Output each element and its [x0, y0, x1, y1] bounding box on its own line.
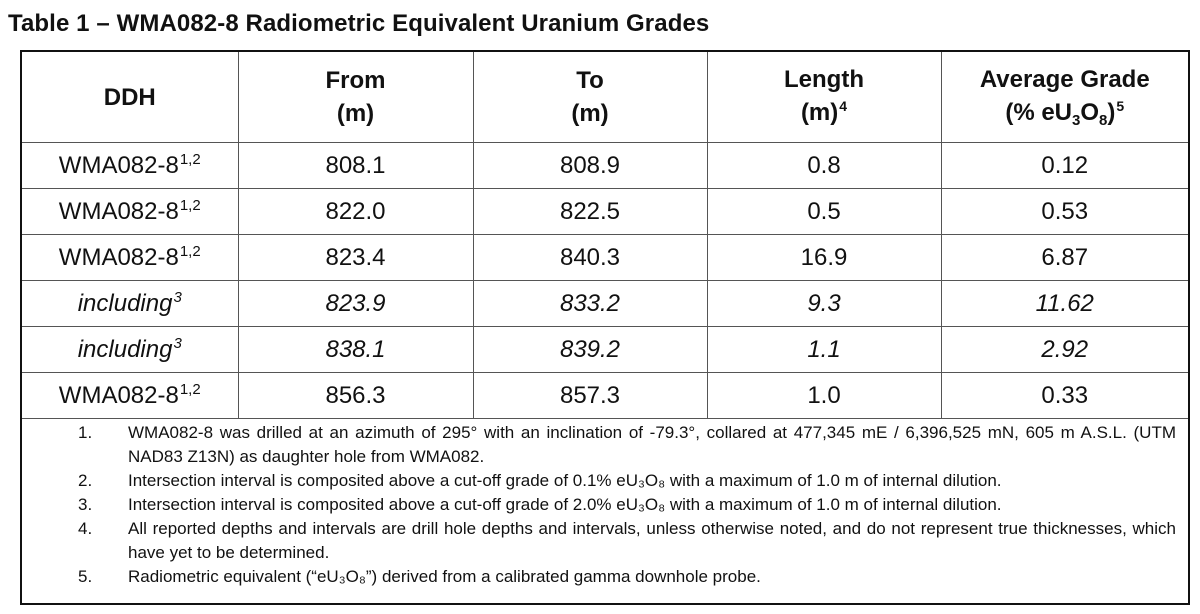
- footnote-item: [22, 469, 1188, 493]
- header-grade-line1: Average Grade: [979, 65, 1150, 93]
- ddh-value: WMA082-8: [58, 197, 179, 225]
- ddh-value: including: [77, 289, 173, 317]
- ddh-footnote: 1,2: [179, 242, 201, 260]
- cell-length: 1.0: [707, 373, 941, 419]
- cell-to: 839.2: [473, 327, 707, 373]
- header-length: [707, 52, 941, 143]
- ddh-value: WMA082-8: [58, 381, 179, 409]
- table-row: [22, 373, 1188, 419]
- cell-from: 822.0: [238, 189, 473, 235]
- cell-length: 0.8: [707, 143, 941, 189]
- header-grade: [941, 52, 1188, 143]
- header-to-line2: (m): [571, 100, 609, 127]
- cell-length: 0.5: [707, 189, 941, 235]
- cell-ddh: [22, 189, 238, 235]
- header-grade-o: O: [1080, 98, 1100, 126]
- table-title: Table 1 – WMA082-8 Radiometric Equivalent Uranium Grades: [8, 10, 710, 37]
- cell-from: 823.9: [238, 281, 473, 327]
- cell-from: 856.3: [238, 373, 473, 419]
- footnote-number: 2.: [78, 471, 93, 490]
- table-row-including: [22, 281, 1188, 327]
- cell-grade: 0.53: [941, 189, 1188, 235]
- footnote-item: [22, 493, 1188, 517]
- cell-grade: 2.92: [941, 327, 1188, 373]
- cell-length: 16.9: [707, 235, 941, 281]
- ddh-footnote: 1,2: [179, 380, 201, 398]
- header-to-line1: To: [576, 67, 604, 94]
- header-from: [238, 52, 473, 143]
- cell-to: 833.2: [473, 281, 707, 327]
- ddh-value: WMA082-8: [58, 243, 179, 271]
- cell-grade: 11.62: [941, 281, 1188, 327]
- cell-to: 808.9: [473, 143, 707, 189]
- cell-ddh: [22, 143, 238, 189]
- header-ddh-label: DDH: [103, 83, 156, 111]
- header-grade-sub8: 8: [1099, 111, 1108, 129]
- cell-ddh: [22, 327, 238, 373]
- cell-ddh: [22, 235, 238, 281]
- table-row: [22, 189, 1188, 235]
- footnote-text: Radiometric equivalent (“eU₃O₈”) derived from a calibrated gamma downhole probe.: [128, 567, 761, 586]
- header-grade-sub3: 3: [1072, 111, 1081, 129]
- cell-grade: 0.12: [941, 143, 1188, 189]
- header-grade-unit-a: (% eU: [1005, 98, 1073, 126]
- notes-row: [22, 419, 1188, 590]
- cell-from: 823.4: [238, 235, 473, 281]
- footnotes: [22, 419, 1188, 590]
- uranium-grades-table: [20, 50, 1190, 605]
- footnote-number: 4.: [78, 519, 93, 538]
- footnote-text: WMA082-8 was drilled at an azimuth of 295° with an inclination of -79.3°, collared at 477,345 mE / 6,396,525 mN, 605 m A.S.L. (UTM NAD83 Z13N) as daughter hole from WMA082.: [128, 423, 1176, 466]
- ddh-footnote: 1,2: [179, 150, 201, 168]
- cell-grade: 6.87: [941, 235, 1188, 281]
- ddh-value: including: [77, 335, 173, 363]
- table-row-including: [22, 327, 1188, 373]
- header-grade-close: ): [1107, 98, 1116, 126]
- header-grade-line2: [942, 96, 1189, 132]
- ddh-footnote: 3: [173, 288, 182, 306]
- table-row: [22, 143, 1188, 189]
- header-grade-footnote: 5: [1116, 97, 1125, 114]
- cell-from: 838.1: [238, 327, 473, 373]
- footnote-number: 3.: [78, 495, 93, 514]
- cell-to: 857.3: [473, 373, 707, 419]
- footnote-text: Intersection interval is composited above a cut-off grade of 2.0% eU₃O₈ with a maximum of 1.0 m of internal dilution.: [128, 495, 1002, 514]
- footnote-text: Intersection interval is composited above a cut-off grade of 0.1% eU₃O₈ with a maximum of 1.0 m of internal dilution.: [128, 471, 1002, 490]
- ddh-value: WMA082-8: [58, 151, 179, 179]
- grades-table: [22, 52, 1188, 589]
- cell-to: 840.3: [473, 235, 707, 281]
- header-row: [22, 52, 1188, 143]
- footnote-number: 1.: [78, 423, 93, 442]
- footnote-item: [22, 421, 1188, 469]
- footnote-item: [22, 517, 1188, 565]
- ddh-footnote: 1,2: [179, 196, 201, 214]
- header-length-line1: Length: [784, 65, 864, 93]
- cell-length: 9.3: [707, 281, 941, 327]
- header-ddh: [22, 52, 238, 143]
- footnote-text: All reported depths and intervals are drill hole depths and intervals, unless otherwise noted, and do not represent true thicknesses, which have yet to be determined.: [128, 519, 1176, 562]
- footnote-item: [22, 565, 1188, 589]
- cell-ddh: [22, 373, 238, 419]
- cell-grade: 0.33: [941, 373, 1188, 419]
- header-to: [473, 52, 707, 143]
- ddh-footnote: 3: [173, 334, 182, 352]
- cell-from: 808.1: [238, 143, 473, 189]
- header-length-footnote: 4: [839, 97, 848, 114]
- header-length-line2: [708, 96, 941, 132]
- cell-to: 822.5: [473, 189, 707, 235]
- cell-length: 1.1: [707, 327, 941, 373]
- header-from-line1: From: [325, 67, 386, 94]
- footnote-number: 5.: [78, 567, 93, 586]
- header-from-line2: (m): [336, 100, 375, 127]
- cell-ddh: [22, 281, 238, 327]
- table-row: [22, 235, 1188, 281]
- header-length-unit: (m): [800, 98, 839, 126]
